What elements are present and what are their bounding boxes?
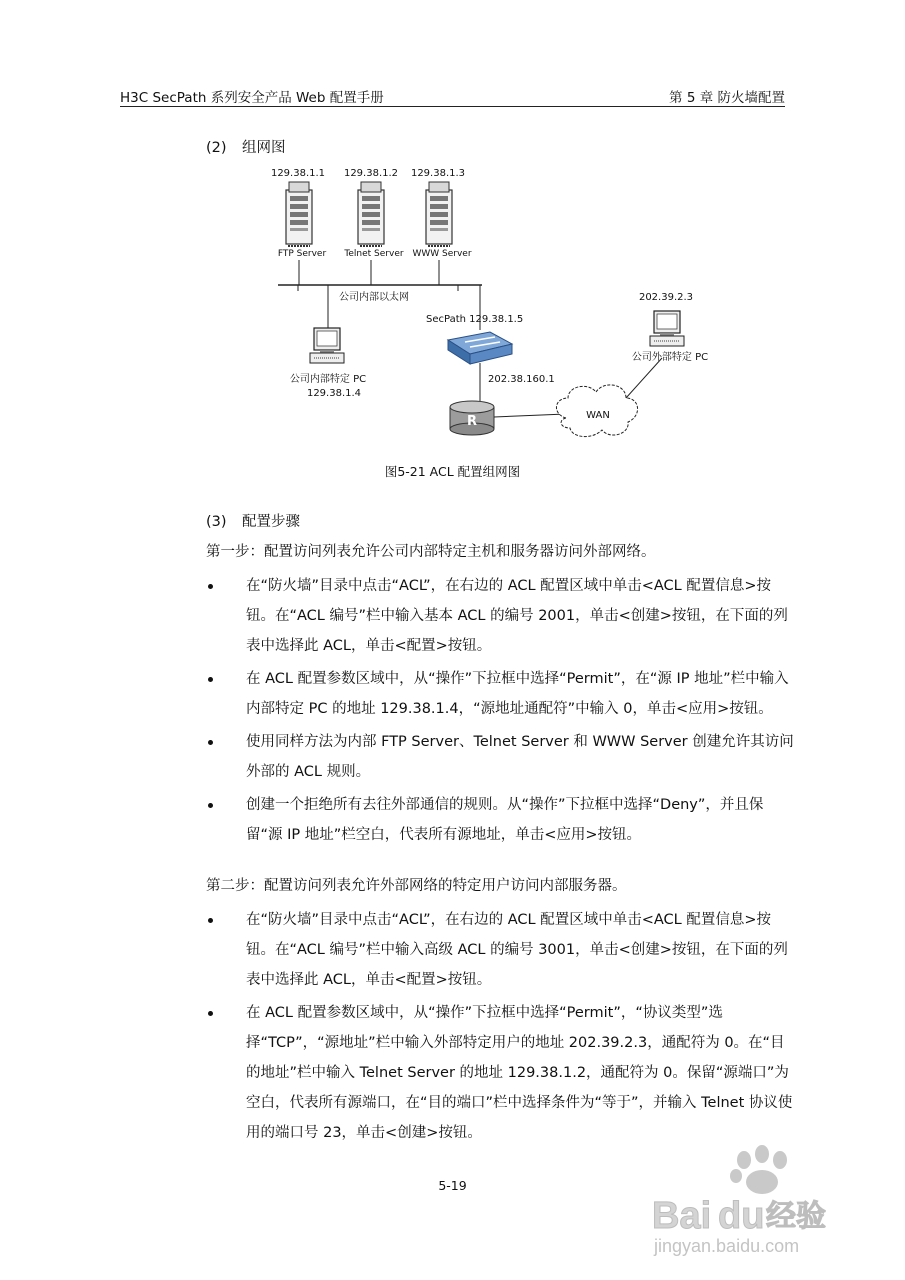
- list-item-text: 在 ACL 配置参数区域中，从“操作”下拉框中选择“Permit”，在“源 IP 地址”栏中输入内部特定 PC 的地址 129.38.1.4，“源地址通配符”中输入 0，单击<应用>按钮。: [246, 671, 789, 717]
- server-name-label: Telnet Server: [344, 249, 404, 259]
- step-one-text: 第一步：配置访问列表允许公司内部特定主机和服务器访问外部网络。: [206, 544, 656, 560]
- list-item-text: 在 ACL 配置参数区域中，从“操作”下拉框中选择“Permit”，“协议类型”选择“TCP”，“源地址”栏中输入外部特定用户的地址 202.39.2.3，通配符为 0。在“目的地址”栏中输入 Telnet Server 的地址 129.38.1.2，通配符为 0。保留“源端口”为空白，代表所有源端口，在“目的端口”栏中选择条件为“等于”，并输入 Telnet 协议使用的端口号 23，单击<创建>按钮。: [246, 1005, 793, 1141]
- router-icon: [450, 401, 494, 435]
- page-header: [120, 84, 785, 107]
- list-item: [206, 790, 796, 850]
- bullet-icon: [208, 1011, 213, 1016]
- section-title: 组网图: [242, 140, 286, 156]
- secpath-firewall-icon: [448, 332, 512, 364]
- page-number: 5-19: [438, 1178, 467, 1193]
- list-item: [206, 664, 796, 724]
- external-pc-icon: [650, 311, 684, 346]
- bullet-icon: [208, 918, 213, 923]
- list-item-text: 使用同样方法为内部 FTP Server、Telnet Server 和 WWW Server 创建允许其访问外部的 ACL 规则。: [246, 734, 794, 780]
- lan-label: 公司内部以太网: [339, 292, 409, 303]
- server-ip-label: 129.38.1.1: [270, 168, 326, 179]
- external-pc-label: 公司外部特定 PC: [631, 352, 709, 363]
- watermark-url: jingyan.baidu.com: [654, 1236, 800, 1256]
- www-server-icon: [426, 182, 452, 246]
- section-heading-network-diagram: [206, 136, 286, 157]
- section-title: 配置步骤: [242, 514, 300, 530]
- baidu-jingyan-watermark: [648, 1140, 868, 1260]
- watermark-brand-cn: 经验: [766, 1199, 826, 1234]
- bullet-icon: [208, 677, 213, 682]
- list-item: [206, 905, 796, 995]
- secpath-label: SecPath 129.38.1.5: [426, 314, 524, 325]
- server-name-label: WWW Server: [412, 249, 472, 259]
- watermark-brand: Bai: [652, 1195, 712, 1237]
- ftp-server-icon: [286, 182, 312, 246]
- section-heading-config-steps: [206, 510, 300, 531]
- list-item-text: 创建一个拒绝所有去往外部通信的规则。从“操作”下拉框中选择“Deny”，并且保留“源 IP 地址”栏空白，代表所有源地址，单击<应用>按钮。: [246, 797, 764, 843]
- internal-pc-label: 公司内部特定 PC: [289, 374, 367, 385]
- list-item-text: 在“防火墙”目录中点击“ACL”，在右边的 ACL 配置区域中单击<ACL 配置信息>按钮。在“ACL 编号”栏中输入基本 ACL 的编号 2001，单击<创建>按钮，在下面的列表中选择此 ACL，单击<配置>按钮。: [246, 578, 788, 654]
- list-item-text: 在“防火墙”目录中点击“ACL”，在右边的 ACL 配置区域中单击<ACL 配置信息>按钮。在“ACL 编号”栏中输入高级 ACL 的编号 3001，单击<创建>按钮，在下面的列表中选择此 ACL，单击<配置>按钮。: [246, 912, 788, 988]
- bullet-icon: [208, 803, 213, 808]
- wan-cloud-icon: [556, 385, 637, 437]
- bullet-icon: [208, 584, 213, 589]
- section-number: (2): [206, 140, 227, 156]
- watermark-brand-du: du: [718, 1195, 765, 1237]
- internal-pc-ip: 129.38.1.4: [306, 388, 362, 399]
- router-letter: R: [466, 414, 478, 429]
- router-ip-label: 202.38.160.1: [488, 374, 555, 385]
- list-item: [206, 727, 796, 787]
- server-ip-label: 129.38.1.2: [343, 168, 399, 179]
- list-item: [206, 571, 796, 661]
- server-ip-label: 129.38.1.3: [410, 168, 466, 179]
- figure-caption: 图5-21 ACL 配置组网图: [384, 464, 521, 479]
- step-one-list: [206, 571, 796, 853]
- bullet-icon: [208, 740, 213, 745]
- internal-pc-icon: [310, 328, 344, 363]
- step-two-text: 第二步：配置访问列表允许外部网络的特定用户访问内部服务器。: [206, 878, 627, 894]
- network-diagram: [270, 160, 710, 450]
- external-pc-ip: 202.39.2.3: [638, 292, 694, 303]
- paw-icon: [730, 1145, 787, 1194]
- list-item: [206, 998, 796, 1148]
- header-title: H3C SecPath 系列安全产品 Web 配置手册: [120, 90, 384, 106]
- section-number: (3): [206, 514, 227, 530]
- wan-label: WAN: [586, 410, 610, 421]
- header-chapter: 第 5 章 防火墙配置: [669, 90, 785, 106]
- step-two-list: [206, 905, 796, 1151]
- server-name-label: FTP Server: [277, 249, 327, 259]
- telnet-server-icon: [358, 182, 384, 246]
